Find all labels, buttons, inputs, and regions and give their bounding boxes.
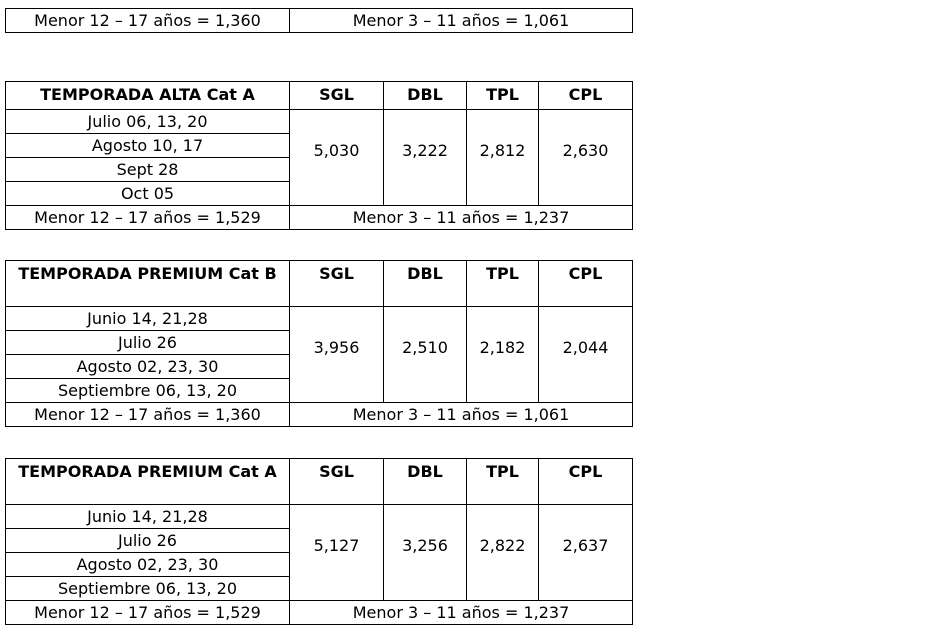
season-title: TEMPORADA PREMIUM Cat A bbox=[6, 459, 290, 505]
season-date: Oct 05 bbox=[6, 182, 290, 206]
table-row bbox=[6, 505, 633, 529]
price-sgl: 3,956 bbox=[290, 307, 384, 403]
table-row bbox=[6, 110, 633, 134]
rate-table-premium-cat-b bbox=[5, 260, 633, 427]
price-tpl: 2,182 bbox=[467, 307, 539, 403]
price-sgl: 5,127 bbox=[290, 505, 384, 601]
season-title: TEMPORADA PREMIUM Cat B bbox=[6, 261, 290, 307]
minor-rates-row bbox=[6, 206, 633, 230]
price-cpl: 2,630 bbox=[539, 110, 633, 206]
minor-child-rate: Menor 3 – 11 años = 1,061 bbox=[290, 9, 633, 33]
price-cpl: 2,637 bbox=[539, 505, 633, 601]
minor-teen-rate: Menor 12 – 17 años = 1,529 bbox=[6, 601, 290, 625]
minor-teen-rate: Menor 12 – 17 años = 1,360 bbox=[6, 403, 290, 427]
table-header-row bbox=[6, 459, 633, 505]
rate-table-premium-cat-a bbox=[5, 458, 633, 625]
minor-rates-row bbox=[6, 403, 633, 427]
table-row bbox=[6, 307, 633, 331]
minor-child-rate: Menor 3 – 11 años = 1,237 bbox=[290, 206, 633, 230]
minor-rates-row bbox=[6, 601, 633, 625]
header-tpl: TPL bbox=[467, 459, 539, 505]
header-dbl: DBL bbox=[384, 261, 467, 307]
season-date: Julio 06, 13, 20 bbox=[6, 110, 290, 134]
rate-table-alta-cat-a bbox=[5, 81, 633, 230]
season-date: Agosto 02, 23, 30 bbox=[6, 355, 290, 379]
header-tpl: TPL bbox=[467, 82, 539, 110]
price-dbl: 3,256 bbox=[384, 505, 467, 601]
minor-child-rate: Menor 3 – 11 años = 1,237 bbox=[290, 601, 633, 625]
header-cpl: CPL bbox=[539, 459, 633, 505]
header-cpl: CPL bbox=[539, 261, 633, 307]
season-date: Septiembre 06, 13, 20 bbox=[6, 379, 290, 403]
header-cpl: CPL bbox=[539, 82, 633, 110]
price-dbl: 3,222 bbox=[384, 110, 467, 206]
minor-teen-rate: Menor 12 – 17 años = 1,529 bbox=[6, 206, 290, 230]
season-date: Julio 26 bbox=[6, 331, 290, 355]
minor-teen-rate: Menor 12 – 17 años = 1,360 bbox=[6, 9, 290, 33]
minor-child-rate: Menor 3 – 11 años = 1,061 bbox=[290, 403, 633, 427]
header-dbl: DBL bbox=[384, 82, 467, 110]
season-date: Agosto 02, 23, 30 bbox=[6, 553, 290, 577]
season-date: Junio 14, 21,28 bbox=[6, 505, 290, 529]
price-tpl: 2,812 bbox=[467, 110, 539, 206]
price-sgl: 5,030 bbox=[290, 110, 384, 206]
header-dbl: DBL bbox=[384, 459, 467, 505]
price-tpl: 2,822 bbox=[467, 505, 539, 601]
season-title: TEMPORADA ALTA Cat A bbox=[6, 82, 290, 110]
minor-rates-table-top bbox=[5, 8, 633, 33]
season-date: Agosto 10, 17 bbox=[6, 134, 290, 158]
season-date: Septiembre 06, 13, 20 bbox=[6, 577, 290, 601]
header-sgl: SGL bbox=[290, 261, 384, 307]
header-tpl: TPL bbox=[467, 261, 539, 307]
header-sgl: SGL bbox=[290, 82, 384, 110]
season-date: Junio 14, 21,28 bbox=[6, 307, 290, 331]
table-header-row bbox=[6, 82, 633, 110]
season-date: Julio 26 bbox=[6, 529, 290, 553]
price-cpl: 2,044 bbox=[539, 307, 633, 403]
table-header-row bbox=[6, 261, 633, 307]
minor-rates-row bbox=[6, 9, 633, 33]
season-date: Sept 28 bbox=[6, 158, 290, 182]
price-dbl: 2,510 bbox=[384, 307, 467, 403]
header-sgl: SGL bbox=[290, 459, 384, 505]
